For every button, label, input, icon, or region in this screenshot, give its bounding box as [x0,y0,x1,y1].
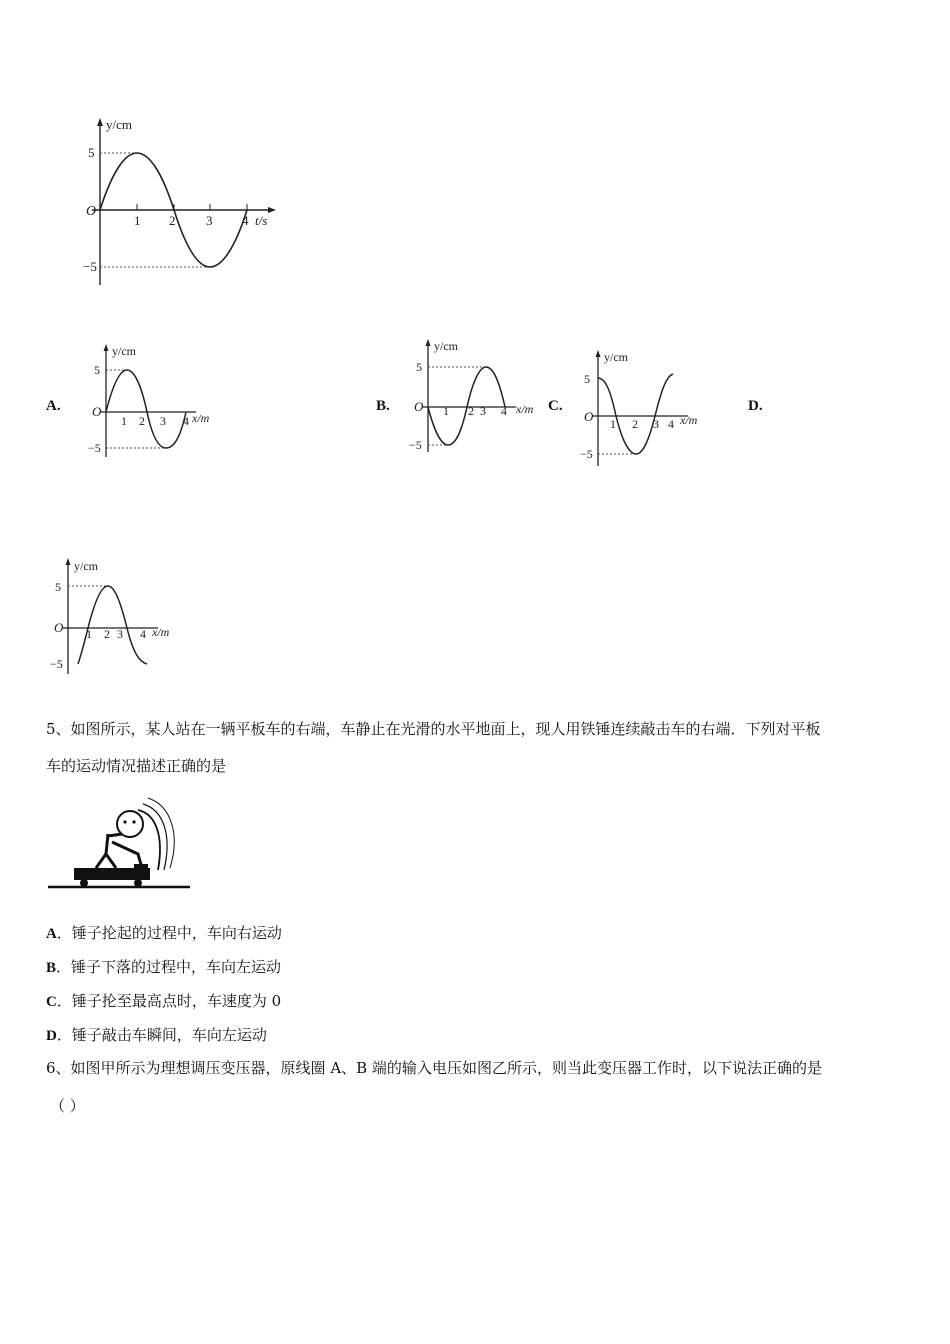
q5-choice-c[interactable] [46,990,281,1011]
graph-a-ytick-5: 5 [94,363,100,377]
graph-b-xlabel: x/m [516,402,534,416]
x-tick-3: 3 [206,213,213,228]
graph-a-origin: O [92,404,102,419]
graph-c-xtick-3: 3 [653,417,659,431]
q5-choice-c-letter: C [46,994,57,1010]
graph-c-ylabel: y/cm [604,350,628,364]
graph-a-xtick-2: 2 [139,414,145,428]
graph-c-origin: O [584,409,594,424]
q5-choice-b-letter: B [46,960,57,976]
x-tick-4: 4 [242,213,249,228]
graph-b-xtick-4: 4 [501,404,507,418]
graph-a-ytick-neg5: −5 [88,441,101,455]
graph-a-xlabel: x/m [192,411,210,425]
graph-c-ytick-5: 5 [584,372,590,386]
q5-text-line1: 5、如图所示，某人站在一辆平板车的右端，车静止在光滑的水平地面上，现人用铁锤连续敲击车的右端．下列对平板 [46,720,821,738]
graph-d [46,556,186,678]
q5-choice-d-letter: D [46,1028,57,1044]
q5-choice-b-text: ．锤子下落的过程中，车向左运动 [56,958,282,976]
graph-b-xtick-1: 1 [443,404,449,418]
person-hammer-cart-figure [46,784,194,892]
graph-a-xtick-3: 3 [160,414,166,428]
graph-d-ylabel: y/cm [74,559,98,573]
graph-b-ylabel: y/cm [434,339,458,353]
graph-c-xtick-1: 1 [610,417,616,431]
graph-d-ytick-5: 5 [55,580,61,594]
y-axis-arrow [97,118,103,126]
x-axis-arrow [268,207,276,213]
y-tick-5: 5 [88,145,95,160]
origin-label: O [86,204,97,219]
q5-choice-a-letter: A [46,926,57,942]
main-vibration-graph [80,115,290,290]
option-c-label: C. [548,398,563,414]
graph-c-ytick-neg5: −5 [580,447,593,461]
graph-d-xtick-4: 4 [140,627,146,641]
q5-choice-a[interactable] [46,922,282,943]
graph-b-xtick-2: 2 [468,404,474,418]
y-tick-neg5: −5 [83,259,97,274]
graph-d-ytick-neg5: −5 [50,657,63,671]
graph-a-xtick-1: 1 [121,414,127,428]
q5-choice-d-text: ．锤子敲击车瞬间，车向左运动 [56,1026,267,1044]
graph-a [84,342,224,462]
graph-d-xtick-1: 1 [86,627,92,641]
option-a-label: A. [46,398,61,414]
graph-d-xlabel: x/m [152,625,170,639]
x-tick-2: 2 [169,213,176,228]
option-b-label: B. [376,398,390,414]
graph-d-xtick-3: 3 [117,627,123,641]
option-d-label: D. [748,398,763,414]
graph-a-xtick-4: 4 [183,414,189,428]
graph-b-xtick-3: 3 [480,404,486,418]
graph-b-ytick-5: 5 [416,360,422,374]
q5-text-line2: 车的运动情况描述正确的是 [46,757,227,775]
x-axis-label: t/s [255,213,268,228]
y-axis-label: y/cm [106,117,132,132]
graph-c-xlabel: x/m [680,413,698,427]
graph-d-xtick-2: 2 [104,627,110,641]
graph-d-origin: O [54,620,64,635]
graph-b-origin: O [414,399,424,414]
q5-choice-b[interactable] [46,956,281,977]
graph-c-xtick-4: 4 [668,417,674,431]
x-tick-1: 1 [134,213,141,228]
q6-answer-blank: （ ） [50,1097,85,1115]
graph-b-ytick-neg5: −5 [409,438,422,452]
graph-c [576,348,716,470]
q5-choice-a-text: ．锤子抡起的过程中，车向右运动 [56,924,282,942]
q5-choice-d[interactable] [46,1024,267,1045]
graph-a-ylabel: y/cm [112,344,136,358]
q6-text-line1: 6、如图甲所示为理想调压变压器，原线圈 A、B 端的输入电压如图乙所示，则当此变压器工作时，以下说法正确的是 [46,1059,822,1077]
graph-b [404,337,549,457]
q5-choice-c-text: ．锤子抡至最高点时，车速度为 0 [56,992,282,1010]
graph-c-xtick-2: 2 [632,417,638,431]
